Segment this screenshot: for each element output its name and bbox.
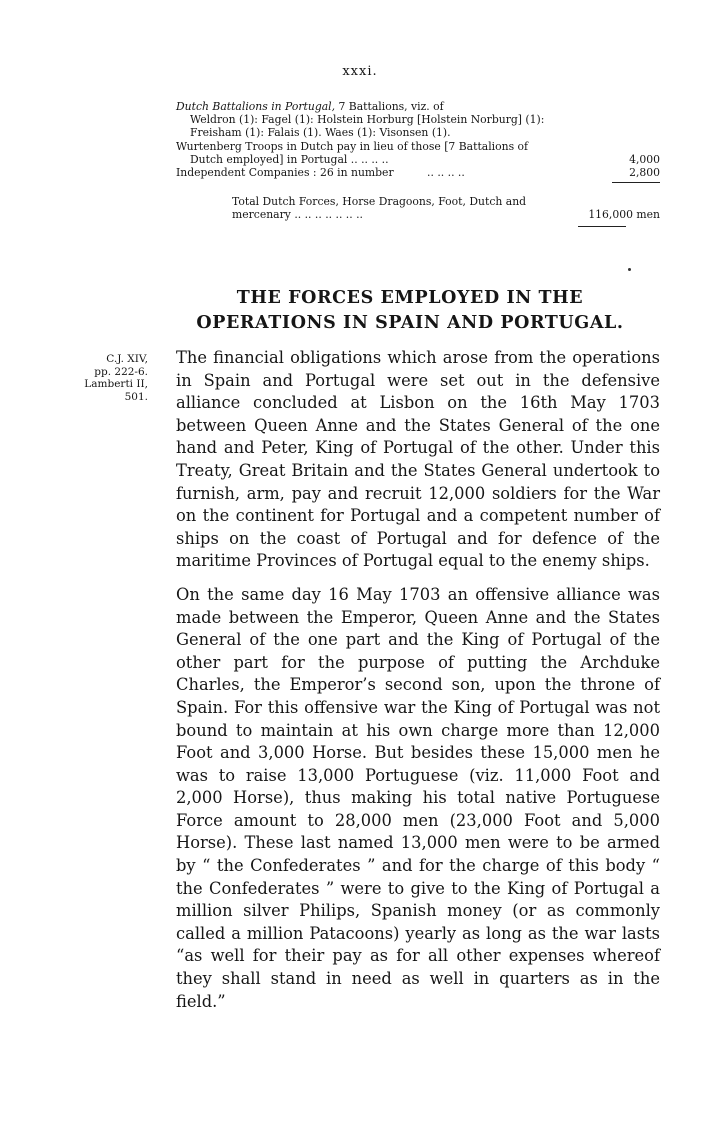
companies-label: Independent Companies : 26 in number — [176, 166, 394, 180]
companies-value: 2,800 — [629, 166, 660, 180]
companies-dots: .. .. .. .. — [427, 166, 465, 180]
margin-reference — [56, 353, 148, 403]
subtotal-rule — [612, 182, 660, 183]
total-label: Total Dutch Forces, Horse Dragoons, Foot, Dutch and mercenary — [232, 195, 527, 222]
margin-line-1: C.J. XIV, — [106, 353, 148, 365]
paragraph-2: On the same day 16 May 1703 an offensive alliance was made between the Emperor, Queen Anne and the States General of the one part and the King of Portugal of the other part for the purpose of putting the Archduke Charles, the Emperor’s second son, upon the throne of Spain. For this offensive war the King of Portugal was not bound to maintain at his own charge more than 12,000 Foot and 3,000 Horse. But besides these 15,000 men he was to raise 13,000 Portuguese (viz. 11,000 Foot and 2,000 Horse), thus making his total native Portuguese Force amount to 28,000 men (23,000 Foot and 5,000 Horse). These last named 13,000 men were to be armed by “ the Confederates ” and for the charge of this body “ the Confederates ” were to give to the King of Portugal a million silver Philips, Spanish money (or as commonly called a million Patacoons) yearly as long as the war lasts “as well for their pay as for all other expenses whereof they shall stand in need as well in quarters as in the field.” — [176, 584, 660, 1011]
margin-line-3: Lamberti II, — [84, 378, 148, 390]
heading-line-1: THE FORCES EMPLOYED IN THE — [236, 288, 584, 308]
margin-line-2: pp. 222-6. — [94, 365, 148, 378]
total-unit: men — [636, 208, 660, 222]
total-value-wrap — [580, 208, 660, 221]
margin-line-4: 501. — [124, 390, 148, 403]
wurtenberg-label: Wurtenberg Troops in Dutch pay in lieu of those [7 Battalions of Dutch employed] in Portugal — [176, 139, 529, 166]
list-item-wurtenberg — [176, 140, 660, 166]
dutch-forces-list — [176, 100, 660, 222]
wurtenberg-dots: .. .. .. .. — [350, 152, 389, 166]
section-heading — [150, 286, 670, 336]
wurtenberg-text — [176, 140, 550, 166]
paragraph-1: The financial obligations which arose from the operations in Spain and Portugal were set out in the defensive alliance concluded at Lisbon on the 16th May 1703 between Queen Anne and the States General of the one hand and Peter, King of Portugal of the other. Under this Treaty, Great Britain and the States General undertook to furnish, arm, pay and recruit 12,000 soldiers for the War on the continent for Portugal and a competent number of ships on the coast of Portugal and for defence of the maritime Provinces of Portugal equal to the enemy ships. — [176, 348, 660, 571]
wurtenberg-value: 4,000 — [629, 152, 660, 166]
stray-mark — [628, 268, 631, 271]
total-rule — [578, 226, 626, 227]
battalions-rest: 7 Battalions, viz. of — [335, 100, 444, 113]
body-text — [176, 347, 660, 1013]
list-item-total — [176, 195, 660, 221]
page-number: xxxi. — [342, 64, 378, 79]
total-value: 116,000 — [588, 208, 633, 222]
battalions-title: Dutch Battalions in Portugal, — [176, 100, 336, 113]
list-item-companies — [176, 166, 660, 179]
list-item-battalions — [176, 100, 660, 140]
heading-line-2: OPERATIONS IN SPAIN AND PORTUGAL. — [196, 313, 624, 333]
battalions-detail: Weldron (1): Fagel (1): Holstein Horburg [Holstein Norburg] (1): Freisham (1): Falais (1). Waes (1): Visonsen (1). — [190, 113, 545, 140]
total-dots: .. .. .. .. .. .. .. — [294, 208, 363, 222]
